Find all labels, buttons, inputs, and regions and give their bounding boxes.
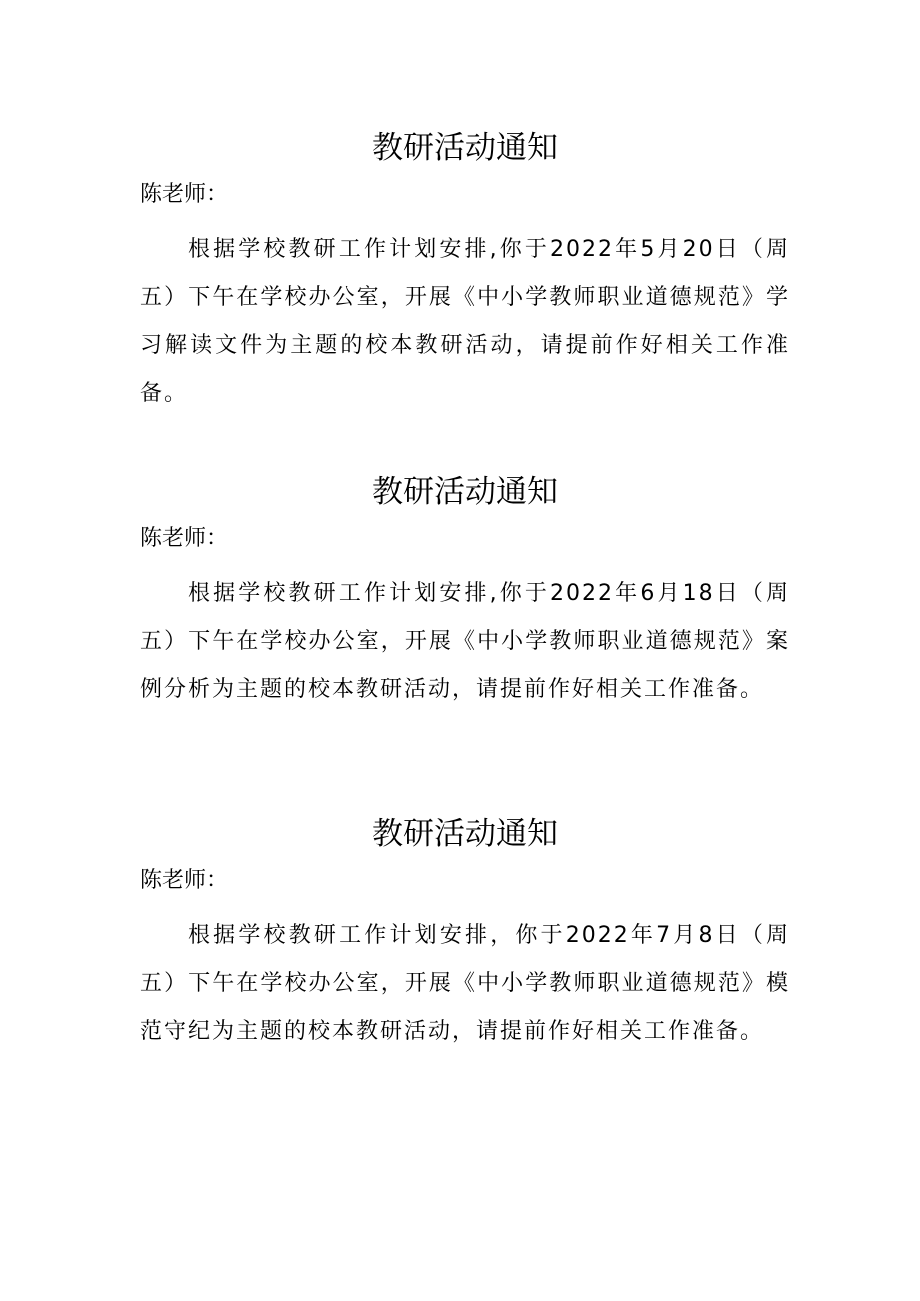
notice-greeting: 陈老师： [140,182,229,207]
notice-title: 教研活动通知 [372,474,558,510]
notice-body: 根据学校教研工作计划安排,你于2022年5月20日（周五）下午在学校办公室，开展《中小学教师职业道德规范》学习解读文件为主题的校本教研活动，请提前作好相关工作准备。 [140,237,790,406]
notice-greeting: 陈老师： [140,526,229,551]
notice-body: 根据学校教研工作计划安排,你于2022年6月18日（周五）下午在学校办公室，开展《中小学教师职业道德规范》案例分析为主题的校本教研活动，请提前作好相关工作准备。 [140,581,790,702]
notice-1 [140,128,790,406]
notice-2 [140,472,790,702]
notice-title: 教研活动通知 [372,816,558,852]
notice-title: 教研活动通知 [372,130,558,166]
notice-body: 根据学校教研工作计划安排，你于2022年7月8日（周五）下午在学校办公室，开展《中小学教师职业道德规范》模范守纪为主题的校本教研活动，请提前作好相关工作准备。 [140,923,790,1044]
notice-greeting: 陈老师： [140,868,229,893]
notice-3 [140,814,790,1044]
